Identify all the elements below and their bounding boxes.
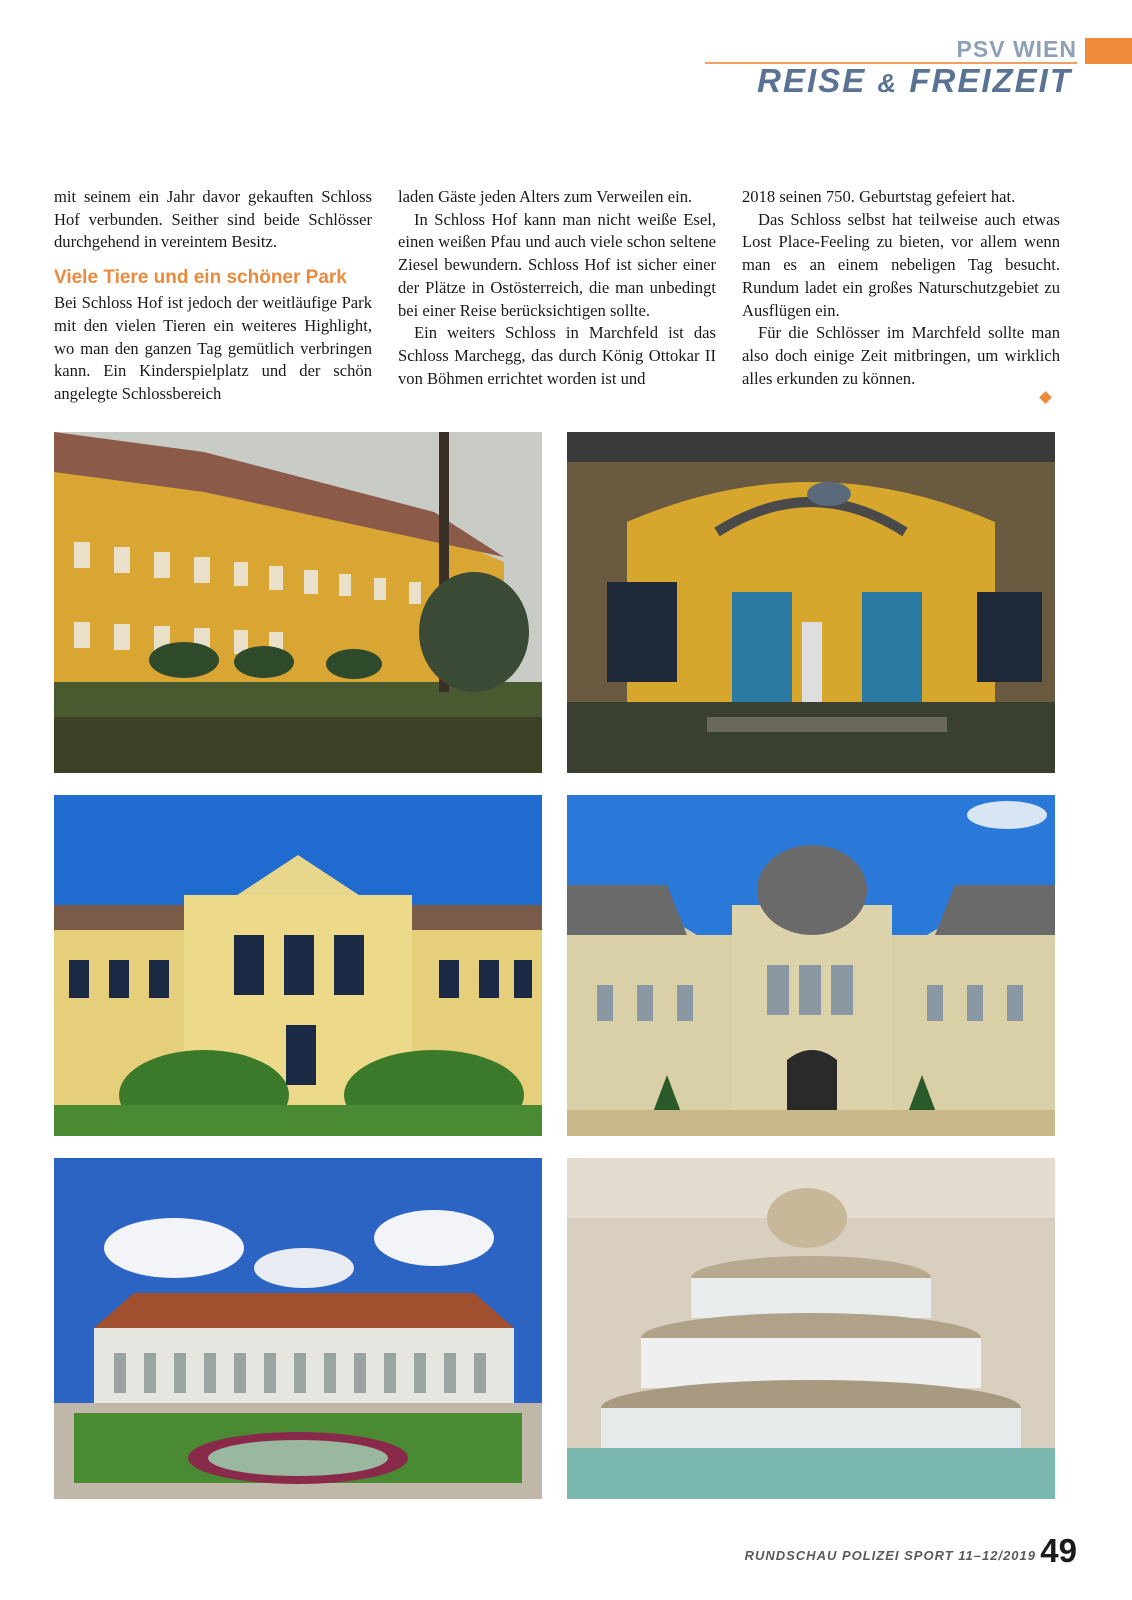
text-column-1	[54, 186, 372, 406]
section-title-amp: &	[877, 68, 899, 98]
section-title-part1: REISE	[757, 62, 878, 99]
photo-schloss-hof-orangerie	[54, 1158, 542, 1499]
header-accent-block	[1085, 38, 1132, 64]
section-label: PSV WIEN	[956, 36, 1077, 62]
paragraph: Für die Schlösser im Marchfeld sollte man also doch einige Zeit mitbringen, um wirklich alles erkunden zu können.	[742, 323, 1060, 388]
section-title-part2: FREIZEIT	[898, 62, 1072, 99]
publication-footer: RUNDSCHAU POLIZEI SPORT 11–12/2019	[744, 1548, 1036, 1563]
text-column-2	[398, 186, 716, 390]
paragraph: Ein weiters Schloss in Marchfeld ist das Schloss Marchegg, das durch König Ottokar II von Böhmen errichtet worden ist und	[398, 323, 716, 388]
section-title	[757, 62, 1072, 100]
page-number: 49	[1040, 1532, 1077, 1569]
photo-schloss-niederweiden-portal	[567, 432, 1055, 773]
paragraph: mit seinem ein Jahr davor gekauften Schloss Hof verbunden. Seither sind beide Schlösser durchgehend in vereintem Besitz.	[54, 187, 372, 252]
text-column-3	[742, 186, 1060, 390]
photo-schloss-hof-facade	[54, 432, 542, 773]
paragraph: Das Schloss selbst hat teilweise auch etwas Lost Place-Feeling zu bieten, vor allem wenn man es an einem nebeligen Tag besucht. Rundum ladet ein großes Naturschutzgebiet zu Ausflügen ein.	[742, 209, 1060, 320]
paragraph: In Schloss Hof kann man nicht weiße Esel, einen weißen Pfau und auch viele schon seltene Ziesel bewundern. Schloss Hof ist sicher einer der Plätze in Ostösterreich, die man unbedingt bei einer Reise berücksichtigen sollte.	[398, 209, 716, 320]
photo-cascade-fountain	[567, 1158, 1055, 1499]
paragraph: 2018 seinen 750. Geburtstag gefeiert hat.	[742, 187, 1016, 206]
photo-schloss-niederweiden-courtyard	[567, 795, 1055, 1136]
end-marker-icon	[1039, 391, 1052, 404]
subheading: Viele Tiere und ein schöner Park	[54, 267, 347, 289]
paragraph: Bei Schloss Hof ist jedoch der weitläufige Park mit den vielen Tieren ein weiteres Highlight, wo man den ganzen Tag gemütlich verbringen kann. Ein Kinderspielplatz und der schön angelegte Schlossbereich	[54, 293, 372, 403]
paragraph: laden Gäste jeden Alters zum Verweilen ein.	[398, 187, 693, 206]
photo-schloss-eckartsau	[54, 795, 542, 1136]
